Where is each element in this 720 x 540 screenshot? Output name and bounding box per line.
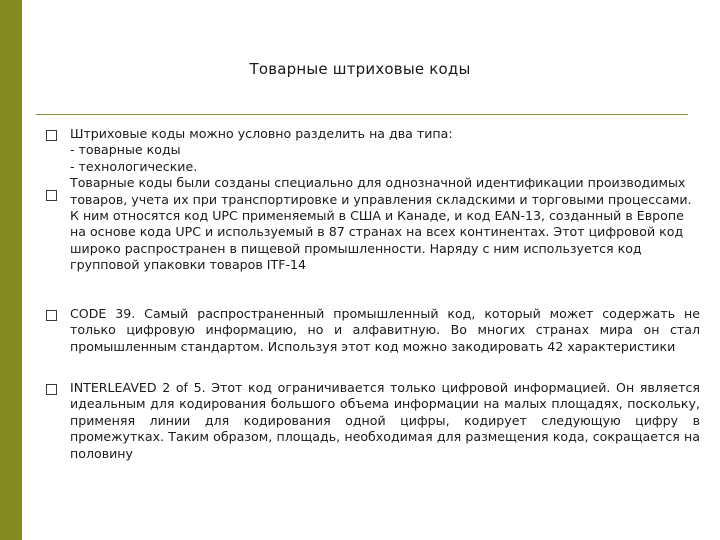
title-divider — [36, 114, 688, 115]
paragraph-barcode-types: Штриховые коды можно условно разделить на два типа: - товарные коды - технологические. Товарные коды были созданы специально для однозначной идентификации производимых товаров, учета их при транспортировке и управления складскими и торговыми процессами. К ним относятся код UPC применяемый в США и Канаде, и код EAN-13, созданный в Европе на основе кода UPC и используемый в 87 странах на всех континентах. Этот цифровой код широко распространен в пищевой промышленности. Наряду с ним используется код групповой упаковки товаров ITF-14 — [70, 126, 692, 273]
bullet-square-icon — [46, 384, 57, 395]
bullet-square-icon — [46, 130, 57, 141]
slide-title: Товарные штриховые коды — [249, 60, 471, 78]
left-accent-bar — [0, 0, 22, 540]
paragraph-code39: CODE 39. Самый распространенный промышленный код, который может содержать не только цифровую информацию, но и алфавитную. Во многих странах мира он стал промышленным стандартом. Используя этот код можно закодировать 42 характеристики — [70, 306, 700, 354]
bullet-square-icon — [46, 310, 57, 321]
bullet-square-icon — [46, 190, 57, 201]
paragraph-interleaved-2-of-5: INTERLEAVED 2 of 5. Этот код ограничивается только цифровой информацией. Он является идеальным для кодирования большого объема информации на малых площадях, поскольку, применяя линии для кодирования одной цифры, кодирует следующую цифру в промежутках. Таким образом, площадь, необходимая для размещения кода, сокращается на половину — [70, 380, 700, 461]
